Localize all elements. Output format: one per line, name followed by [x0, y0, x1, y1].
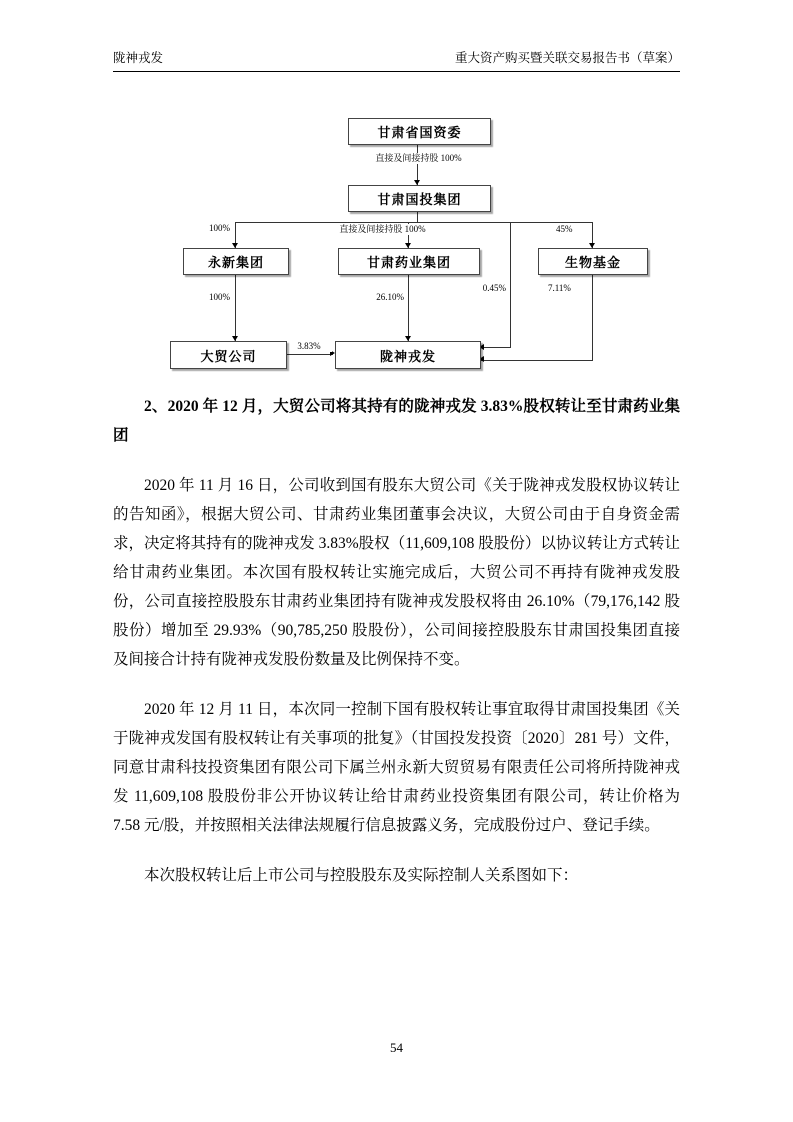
node-gansu-sasac: 甘肃省国资委 — [348, 118, 491, 145]
edge-label-7-11: 7.11% — [548, 283, 588, 294]
header-left-title: 陇神戎发 — [113, 51, 164, 65]
edge-label-holding-100-mid: 直接及间接持股 100% — [320, 224, 445, 235]
paragraph-2: 2020 年 12 月 11 日，本次同一控制下国有股权转让事宜取得甘肃国投集团《关于陇神戎发国有股权转让有关事项的批复》（甘国投发投资〔2020〕281 号）文件，同意甘肃科技投资集团有限公司下属兰州永新大贸贸易有限责任公司将所持陇神戎发 11,609,108 股股份非公开协议转让给甘肃药业投资集团有限公司，转让价格为 7.58 元/股，并按照相关法律法规履行信息披露义务，完成股份过户、登记手续。 — [113, 701, 680, 834]
node-gansu-pharma-group: 甘肃药业集团 — [338, 248, 480, 275]
body-text — [113, 392, 680, 911]
edge-label-100-left: 100% — [198, 292, 230, 303]
connector-line — [480, 347, 511, 348]
connector-line — [235, 273, 236, 341]
connector-line — [510, 222, 511, 347]
connector-line — [408, 273, 409, 341]
connector-line — [480, 360, 593, 361]
page-number: 54 — [390, 1040, 403, 1055]
edge-label-3-83: 3.83% — [286, 341, 332, 352]
paragraph-3: 本次股权转让后上市公司与控股股东及实际控制人关系图如下： — [144, 867, 579, 884]
edge-label-holding-100: 直接及间接持股 100% — [350, 153, 487, 164]
node-bio-fund: 生物基金 — [538, 248, 648, 275]
header-right-title: 重大资产购买暨关联交易报告书（草案） — [454, 51, 680, 65]
connector-line — [592, 273, 593, 360]
edge-label-0-45: 0.45% — [462, 283, 506, 294]
connector-line — [417, 143, 418, 185]
node-gansu-guotou-group: 甘肃国投集团 — [348, 185, 491, 212]
section-heading: 2、2020 年 12 月，大贸公司将其持有的陇神戎发 3.83%股权转让至甘肃药业集团 — [113, 398, 680, 444]
edge-label-26-10: 26.10% — [360, 292, 404, 303]
paragraph-1: 2020 年 11 月 16 日，公司收到国有股东大贸公司《关于陇神戎发股权协议转让的告知函》，根据大贸公司、甘肃药业集团董事会决议，大贸公司由于自身资金需求，决定将其持有的陇神戎发 3.83%股权（11,609,108 股股份）以协议转让方式转让给甘肃药业集团。本次国有股权转让实施完成后，大贸公司不再持有陇神戎发股份，公司直接控股股东甘肃药业集团持有陇神戎发股权将由 26.10%（79,176,142 股股份）增加至 29.93%（90,785,250 股股份），公司间接控股股东甘肃国投集团直接及间接合计持有陇神戎发股份数量及比例保持不变。 — [113, 477, 680, 668]
connector-line — [285, 354, 333, 355]
node-yongxin-group: 永新集团 — [183, 248, 289, 275]
node-damao-company: 大贸公司 — [170, 341, 287, 369]
edge-label-45: 45% — [556, 224, 586, 235]
edge-label-100: 100% — [196, 223, 230, 234]
ownership-structure-diagram — [0, 0, 793, 400]
page-footer — [0, 1040, 793, 1056]
connector-line — [235, 222, 592, 223]
node-longshen-rongfa: 陇神戎发 — [335, 341, 481, 369]
